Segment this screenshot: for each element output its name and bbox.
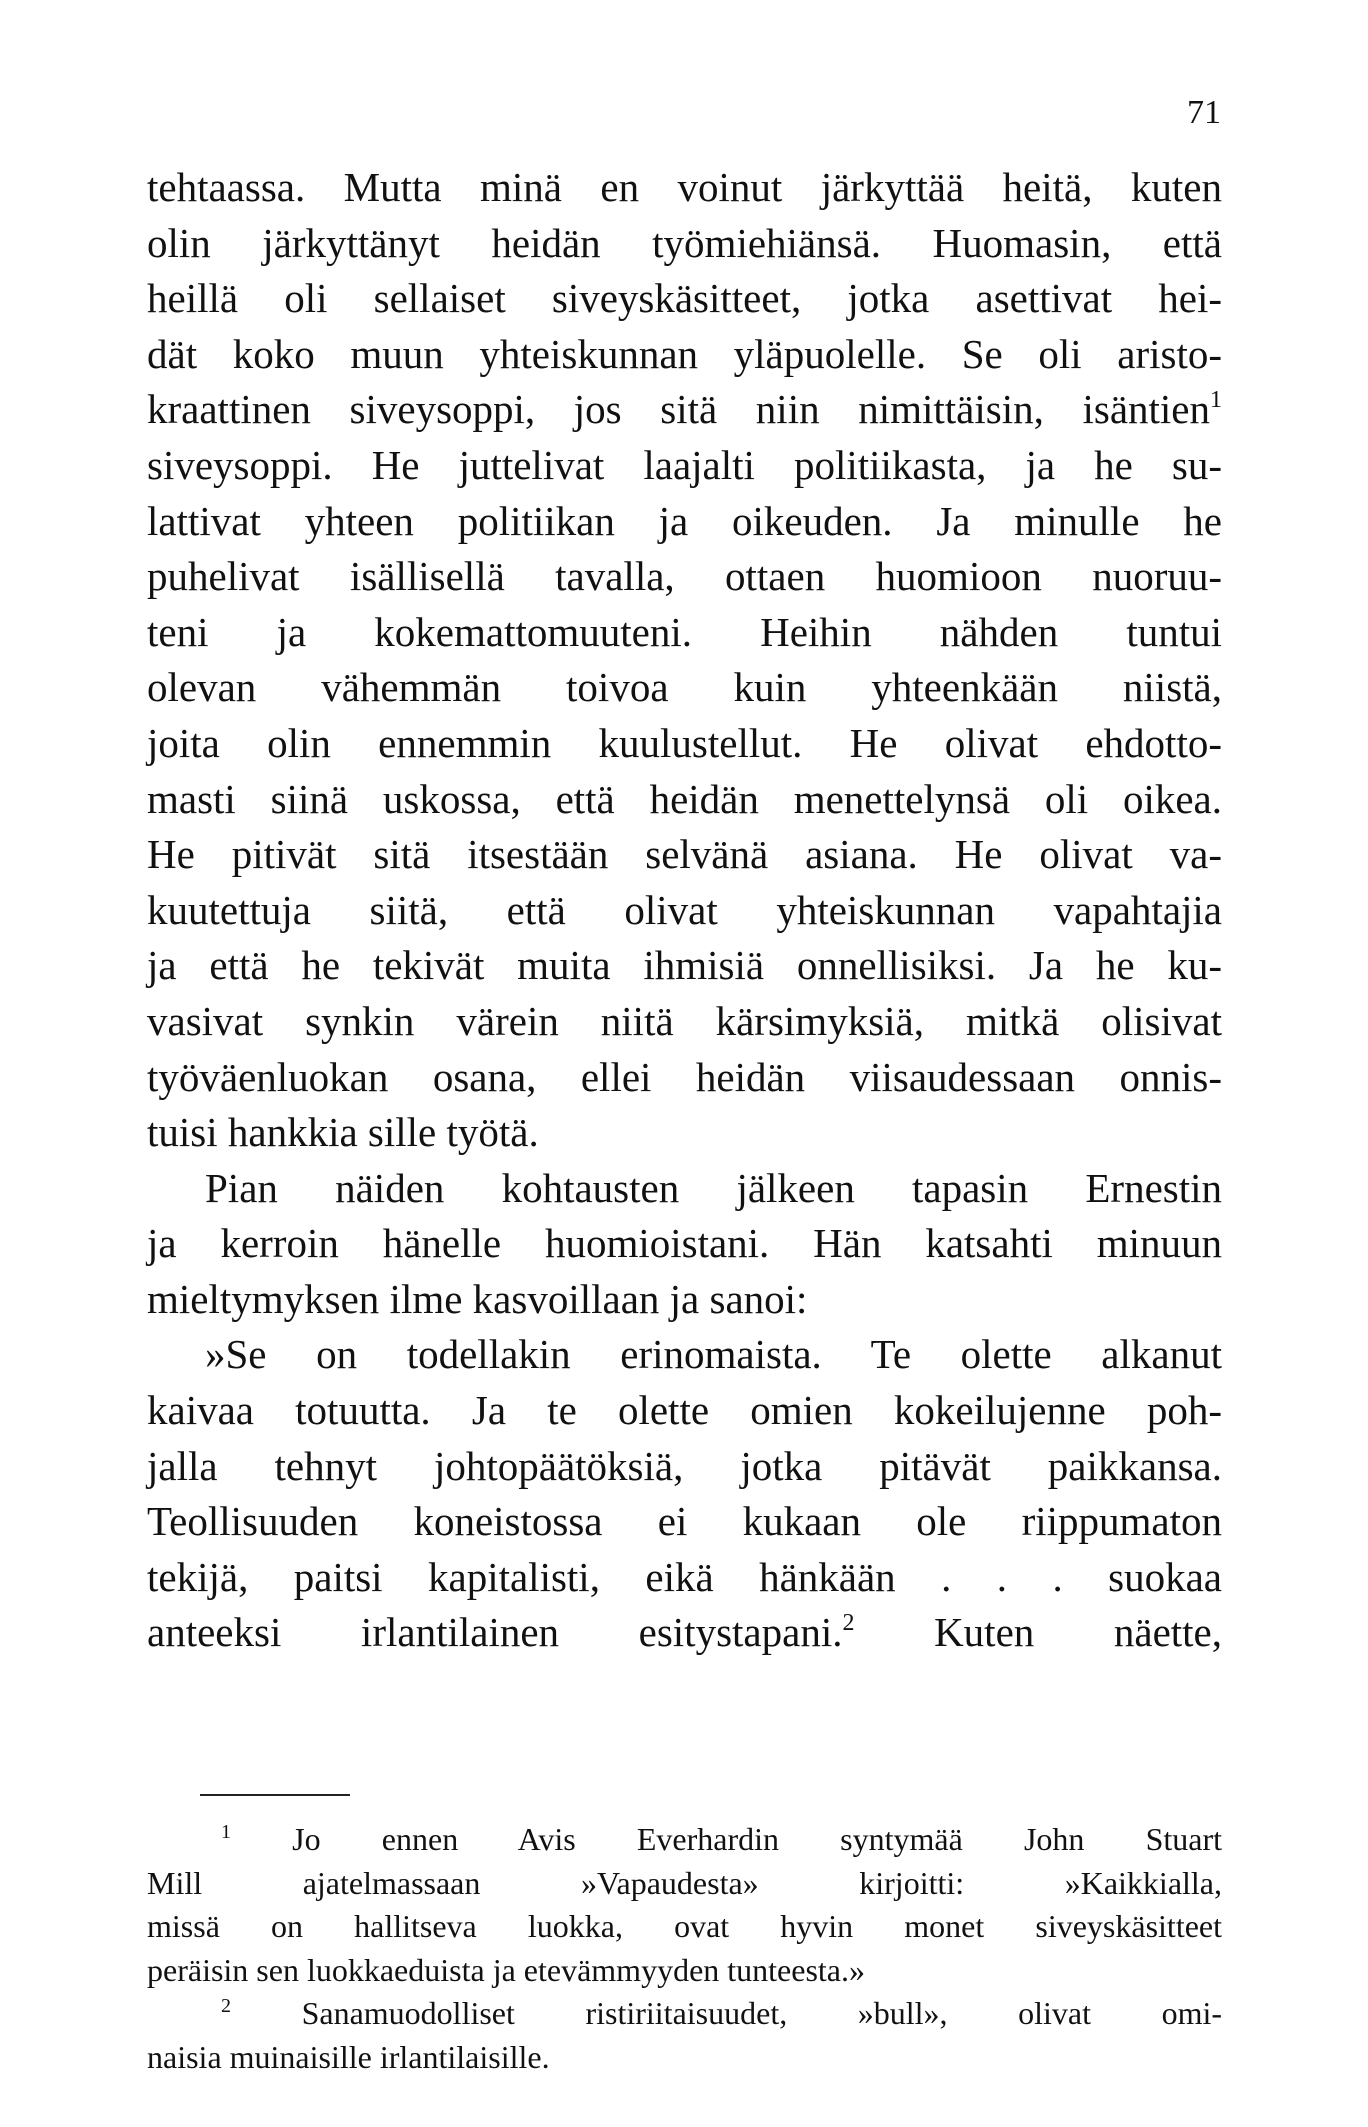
text-line: masti siinä uskossa, että heidän menettelynsä oli oikea.	[147, 775, 1222, 822]
footnote-marker: 1	[221, 1821, 231, 1843]
text-line: jalla tehnyt johtopäätöksiä, jotka pitävät paikkansa.	[147, 1442, 1222, 1489]
text-line-with-note	[147, 382, 1222, 438]
footnotes	[147, 1818, 1222, 2079]
text-line: mieltymyksen ilme kasvoillaan ja sanoi:	[147, 1275, 808, 1322]
text-line: dät koko muun yhteiskunnan yläpuolelle. Se oli aristo-	[147, 330, 1222, 377]
text-line: kuutettuja siitä, että olivat yhteiskunnan vapahtajia	[147, 886, 1222, 933]
text-segment: Kuten näette,	[934, 1609, 1223, 1656]
text-line: tehtaassa. Mutta minä en voinut järkyttää heitä, kuten	[147, 164, 1222, 210]
text-line: teni ja kokemattomuuteni. Heihin nähden tuntui	[147, 608, 1222, 655]
footnote-line: peräisin sen luokkaeduista ja etevämmyyden tunteesta.»	[147, 1951, 865, 1988]
text-line: Pian näiden kohtausten jälkeen tapasin Ernestin	[205, 1164, 1222, 1211]
text-line: puhelivat isällisellä tavalla, ottaen huomioon nuoruu-	[147, 553, 1222, 600]
page-number: 71	[1187, 94, 1221, 131]
text-line: olin järkyttänyt heidän työmiehiänsä. Huomasin, että	[147, 219, 1222, 266]
text-line: joita olin ennemmin kuulustellut. He olivat ehdotto-	[147, 719, 1222, 766]
footnote-line: missä on hallitseva luokka, ovat hyvin monet siveyskäsitteet	[147, 1908, 1222, 1944]
footnote-line	[147, 1992, 1222, 2036]
text-line: lattivat yhteen politiikan ja oikeuden. Ja minulle he	[147, 497, 1222, 544]
text-line: Teollisuuden koneistossa ei kukaan ole riippumaton	[147, 1498, 1222, 1545]
text-line: heillä oli sellaiset siveyskäsitteet, jotka asettivat hei-	[147, 275, 1222, 322]
footnote-reference: 2	[842, 1610, 855, 1637]
text-line: kaivaa totuutta. Ja te olette omien kokeilujenne poh-	[147, 1387, 1222, 1434]
text-line: ja että he tekivät muita ihmisiä onnellisiksi. Ja he ku-	[147, 942, 1222, 989]
text-line: siveysoppi. He juttelivat laajalti politiikasta, ja he su-	[147, 441, 1222, 488]
footnote-text: Jo ennen Avis Everhardin syntymää John Stuart	[292, 1821, 1223, 1857]
text-line: tekijä, paitsi kapitalisti, eikä hänkään . . . suokaa	[147, 1553, 1222, 1600]
footnote-line	[147, 1818, 1222, 1862]
body-text	[147, 160, 1222, 1661]
text-line: vasivat synkin värein niitä kärsimyksiä, mitkä olisivat	[147, 997, 1222, 1044]
text-line: olevan vähemmän toivoa kuin yhteenkään niistä,	[147, 664, 1222, 711]
text-line: ja kerroin hänelle huomioistani. Hän katsahti minuun	[147, 1220, 1222, 1267]
footnote-line: Mill ajatelmassaan »Vapaudesta» kirjoitti: »Kaikkialla,	[147, 1864, 1222, 1901]
footnote-line: naisia muinaisille irlantilaisille.	[147, 2038, 550, 2075]
text-line: työväenluokan osana, ellei heidän viisaudessaan onnis-	[147, 1053, 1222, 1100]
footnote-reference: 1	[1210, 387, 1222, 414]
footnote-text: Sanamuodolliset ristiriitaisuudet, »bull», olivat omi-	[301, 1995, 1223, 2031]
footnote-divider	[200, 1794, 350, 1796]
text-line: »Se on todellakin erinomaista. Te olette alkanut	[205, 1331, 1222, 1378]
text-line-with-note	[147, 1605, 1222, 1661]
text-line: He pitivät sitä itsestään selvänä asiana. He olivat va-	[147, 831, 1222, 878]
footnote-marker: 2	[221, 1995, 231, 2017]
text-segment: kraattinen siveysoppi, jos sitä niin nimittäisin, isäntien	[147, 386, 1210, 433]
text-line: tuisi hankkia sille työtä.	[147, 1109, 539, 1156]
text-segment: anteeksi irlantilainen esitystapani.	[147, 1609, 843, 1656]
